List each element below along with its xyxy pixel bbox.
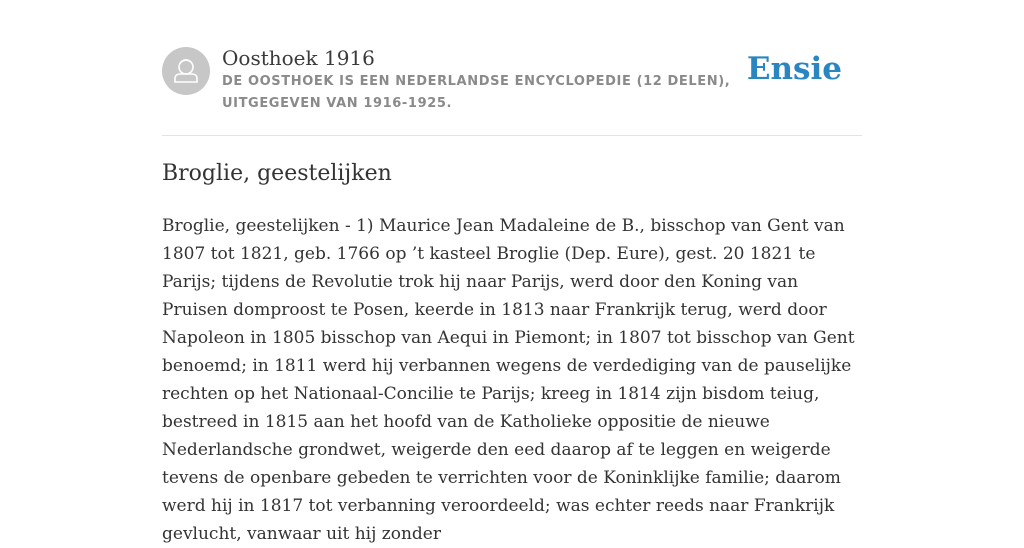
article-title: Broglie, geestelijken <box>162 161 392 186</box>
article-body: Broglie, geestelijken - 1) Maurice Jean Madaleine de B., bisschop van Gent van 1807 tot 1821, geb. 1766 op ’t kasteel Broglie (Dep. Eure), gest. 20 1821 te Parijs; tijdens de Revolutie trok hij naar Parijs, werd door den Koning van Pruisen domproost te Posen, keerde in 1813 naar Frankrijk terug, werd door Napoleon in 1805 bisschop van Aequi in Piemont; in 1807 tot bisschop van Gent benoemd; in 1811 werd hij verbannen wegens de verdediging van de pauselijke rechten op het Nationaal-Concilie te Parijs; kreeg in 1814 zijn bisdom teiug, bestreed in 1815 aan het hoofd van de Katholieke oppositie de nieuwe Nederlandsche grondwet, weigerde den eed daarop af te leggen en weigerde tevens de openbare gebeden te verrichten voor de Koninklijke familie; daarom werd hij in 1817 tot verbanning veroordeeld; was echter reeds naar Frankrijk gevlucht, vanwaar uit hij zonder <box>162 216 855 544</box>
header-divider <box>162 135 862 136</box>
source-title[interactable]: Oosthoek 1916 <box>222 46 375 70</box>
user-avatar-icon[interactable] <box>162 47 210 95</box>
brand-logo[interactable]: Ensie <box>746 51 842 87</box>
source-description: DE OOSTHOEK IS EEN NEDERLANDSE ENCYCLOPEDIE (12 DELEN), UITGEGEVEN VAN 1916-1925. <box>222 74 731 111</box>
source-header <box>162 44 862 136</box>
